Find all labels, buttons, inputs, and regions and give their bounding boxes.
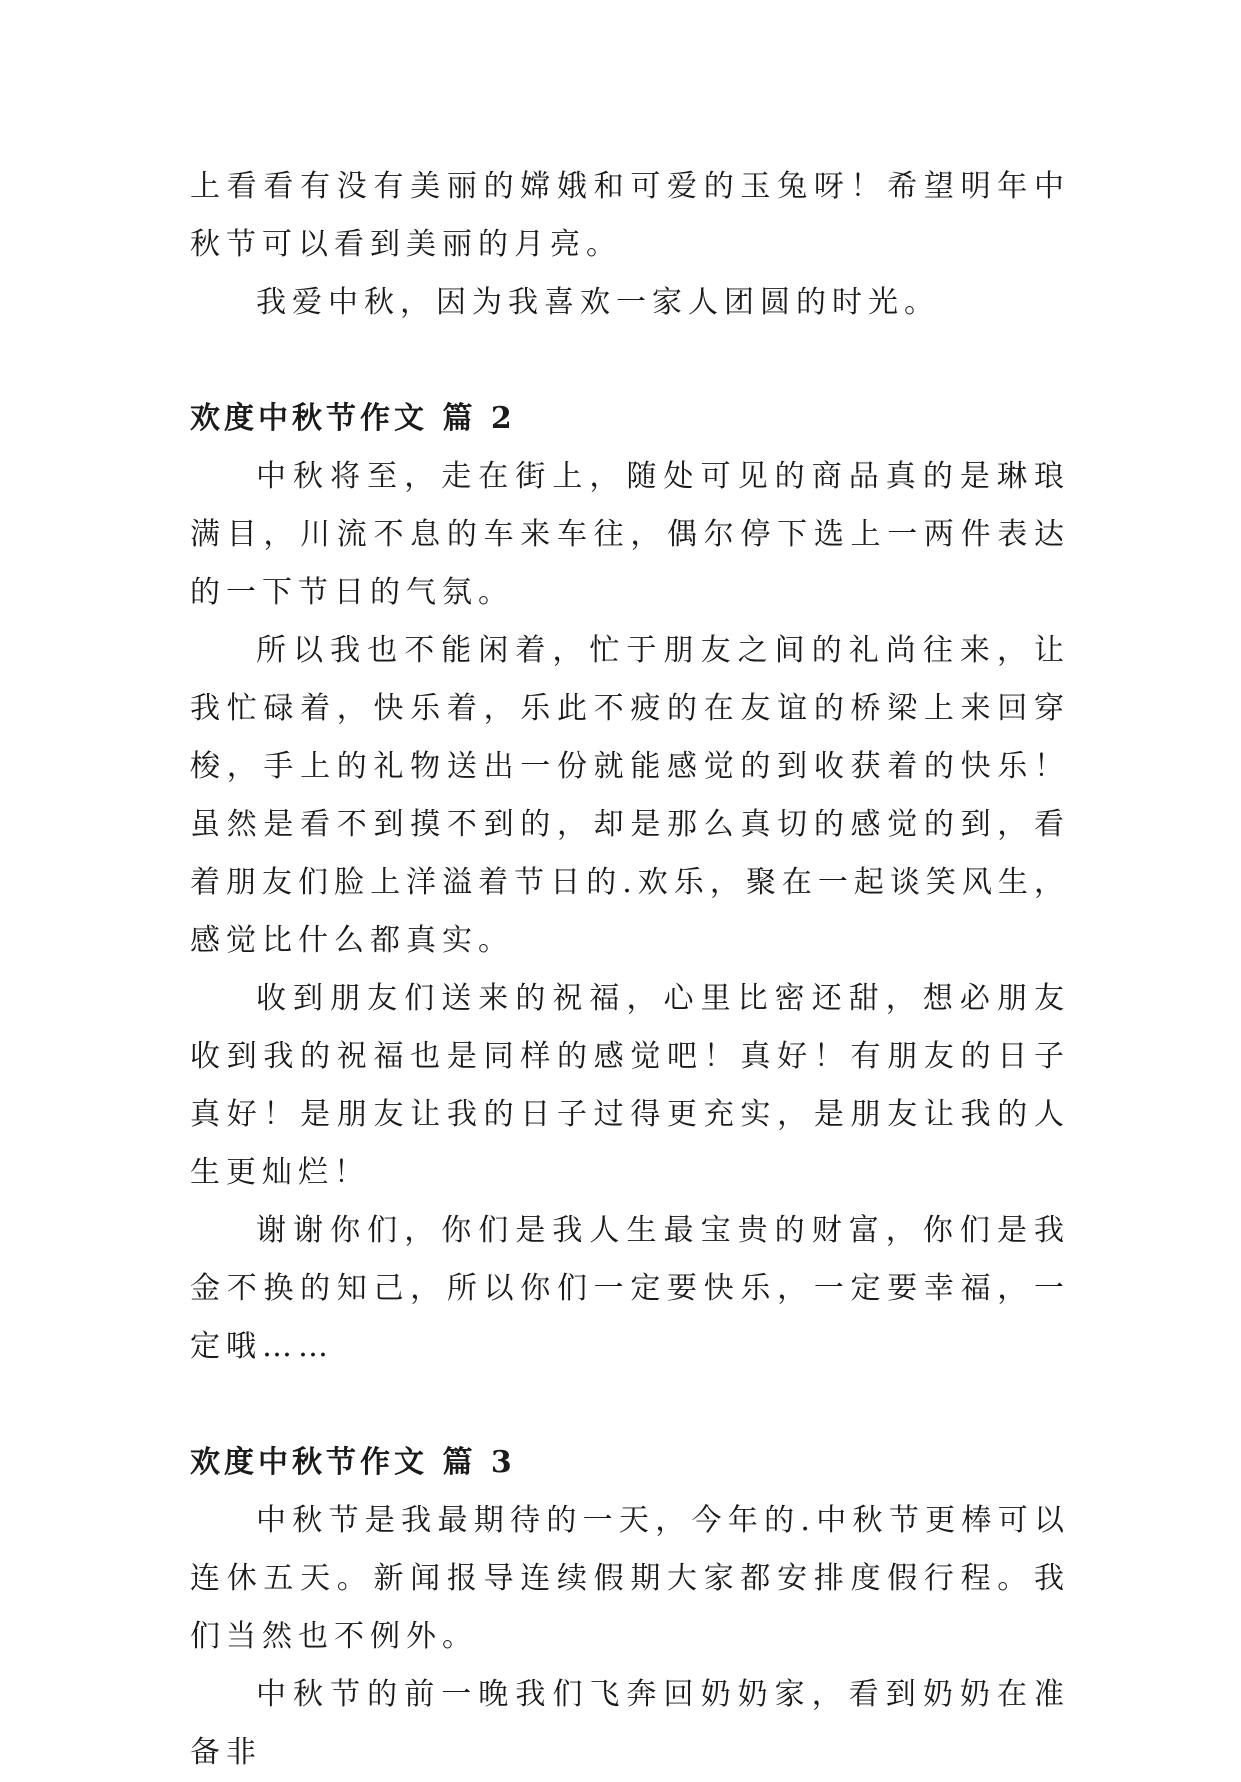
paragraph-love-midautumn: 我爱中秋，因为我喜欢一家人团圆的时光。 — [256, 285, 940, 320]
paragraph-blessings: 收到朋友们送来的祝福，心里比密还甜，想必朋友收到我的祝福也是同样的感觉吧！真好！有朋友的日子真好！是朋友让我的日子过得更充实，是朋友让我的人生更灿烂！ — [190, 981, 1070, 1190]
section-heading-3: 欢度中秋节作文 篇 3 — [190, 1445, 516, 1480]
document-body — [190, 158, 1070, 1782]
paragraph-grandma: 中秋节的前一晚我们飞奔回奶奶家，看到奶奶在准备非 — [190, 1677, 1070, 1770]
paragraph-busy-friends: 所以我也不能闲着，忙于朋友之间的礼尚往来，让我忙碌着，快乐着，乐此不疲的在友谊的桥梁上来回穿梭，手上的礼物送出一份就能感觉的到收获着的快乐！虽然是看不到摸不到的，却是那么真切的感觉的到，看着朋友们脸上洋溢着节日的.欢乐，聚在一起谈笑风生，感觉比什么都真实。 — [190, 633, 1070, 958]
section-heading-2: 欢度中秋节作文 篇 2 — [190, 401, 516, 436]
paragraph-approaching: 中秋将至，走在街上，随处可见的商品真的是琳琅满目，川流不息的车来车往，偶尔停下选上一两件表达的一下节日的气氛。 — [190, 459, 1070, 610]
section-gap — [190, 1376, 1070, 1434]
paragraph-thanks: 谢谢你们，你们是我人生最宝贵的财富，你们是我金不换的知己，所以你们一定要快乐，一定要幸福，一定哦…… — [190, 1213, 1070, 1364]
paragraph-continuation: 上看看有没有美丽的嫦娥和可爱的玉兔呀！希望明年中秋节可以看到美丽的月亮。 — [190, 169, 1070, 262]
paragraph-favorite-day: 中秋节是我最期待的一天，今年的.中秋节更棒可以连休五天。新闻报导连续假期大家都安排度假行程。我们当然也不例外。 — [190, 1503, 1070, 1654]
section-gap — [190, 332, 1070, 390]
